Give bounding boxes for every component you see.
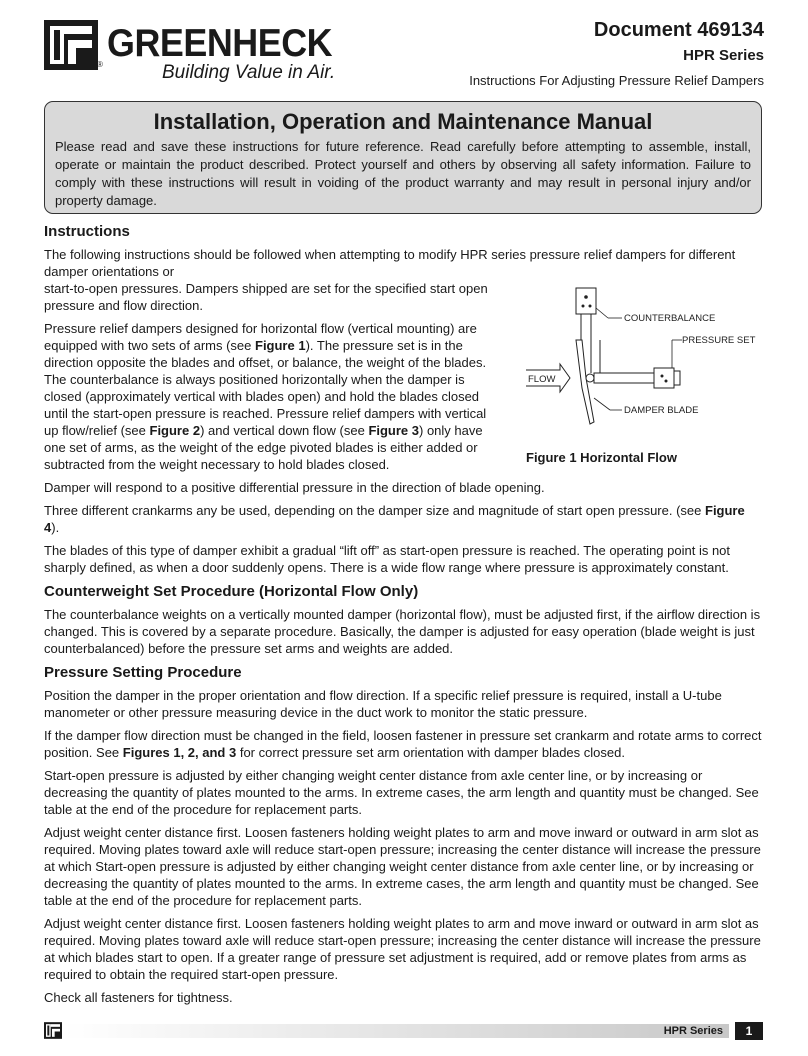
pressure-setting-paragraph-4: Adjust weight center distance first. Loosen fasteners holding weight plates to arm and move inward or outward in arm slot as required. Moving plates toward axle will reduce start-open pressure; increasing the center distance will increase the pressure at which Start-open pressure is adjusted by either changing weight center distance from axle center line, or by increasing or decreasing the quantity of plates mounted to the arms. In extreme cases, the arm length and quantity must be changed. See table at the end of the procedure for replacement parts.: [44, 825, 761, 908]
figure-3-ref: Figure 3: [368, 423, 420, 438]
label-pressure-set: PRESSURE SET: [682, 335, 756, 346]
instructions-paragraph-2: [44, 320, 504, 473]
pressure-setting-paragraph-3: Start-open pressure is adjusted by either changing weight center distance from axle center line, or by increasing or decreasing the quantity of plates mounted to the arms. In extreme cases, the arm length and quantity must be changed. See table at the end of the procedure for replacement parts.: [44, 768, 759, 817]
instructions-paragraph-5: The blades of this type of damper exhibit a gradual “lift off” as start-open pressure is reached. The operating point is not sharply defined, as when a door suddenly opens. There is a wide flow range where pressure is approximately constant.: [44, 543, 731, 575]
ps-p2-text-b: for correct pressure set arm orientation with damper blades closed.: [236, 745, 625, 760]
pressure-setting-paragraph-2: [44, 727, 763, 761]
footer-gradient-bar: [64, 1024, 729, 1038]
page-footer: [44, 1022, 763, 1040]
label-damper-blade: DAMPER BLADE: [624, 405, 699, 416]
instructions-paragraph-3: Damper will respond to a positive differential pressure in the direction of blade opening.: [44, 480, 545, 495]
registered-mark: ®: [97, 60, 103, 69]
manual-intro-box: [44, 101, 762, 214]
series-name: HPR Series: [683, 47, 764, 64]
figure-1-diagram: [482, 278, 762, 438]
document-number: Document 469134: [593, 19, 764, 41]
greenheck-logo: [44, 20, 336, 83]
pressure-setting-heading: Pressure Setting Procedure: [44, 664, 242, 681]
manual-intro-text: Please read and save these instructions for future reference. Read carefully before attempting to assemble, install, operate or maintain the product described. Protect yourself and others by observing all safety information. Failure to comply with these instructions will result in voiding of the product warranty and may result in personal injury and/or property damage.: [55, 139, 751, 208]
p4-text-b: ).: [51, 520, 60, 535]
figures-ref: Figures 1, 2, and 3: [122, 745, 237, 760]
figure-2-ref: Figure 2: [149, 423, 201, 438]
greenheck-mark-icon: [44, 20, 98, 70]
pressure-setting-paragraph-1: Position the damper in the proper orientation and flow direction. If a specific relief pressure is required, install a U-tube manometer or other pressure measuring device in the duct work to monitor the static pressure.: [44, 688, 722, 720]
instructions-heading: Instructions: [44, 223, 130, 240]
figure-1: [482, 278, 762, 468]
p4-text-a: Three different crankarms any be used, depending on the damper size and magnitude of start open pressure. (see: [44, 503, 705, 518]
greenheck-mark-small-icon: [44, 1022, 62, 1039]
instructions-paragraph-1-rest: start-to-open pressures. Dampers shipped are set for the specified start open pressure and flow direction.: [44, 281, 488, 313]
pressure-setting-paragraph-6: Check all fasteners for tightness.: [44, 990, 233, 1005]
ps-p2-text-a: If the damper flow direction must be changed in the field, loosen fastener in pressure set crankarm and rotate arms to correct position. See: [44, 728, 762, 760]
figure-4-ref: Figure 4: [44, 503, 745, 535]
instructions-paragraph-4: [44, 502, 763, 536]
p2-text-b: ). The pressure set is in the direction opposite the blades and offset, or balance, the weight of the blades. The counterbalance is always positioned horizontally when the damper is closed (approximately vertical with blades open) and hold the blades closed until the start-open pressure is reached. Pressure relief dampers with vertical up flow/relief (see: [44, 338, 487, 438]
page-number: 1: [735, 1022, 763, 1040]
figure-1-ref: Figure 1: [255, 338, 306, 353]
figure-1-caption: Figure 1 Horizontal Flow: [526, 450, 677, 465]
counterweight-heading: Counterweight Set Procedure (Horizontal Flow Only): [44, 583, 419, 600]
brand-name: GREENHECK: [107, 22, 333, 65]
tagline: Building Value in Air.: [162, 62, 336, 83]
counterweight-paragraph: The counterbalance weights on a vertically mounted damper (horizontal flow), must be adjusted first, if the airflow direction is changed. This is covered by a separate procedure. Basically, the damper is adjusted for easy operation (blade weight is just counterbalanced) before the pressure set arms and weights are added.: [44, 607, 761, 656]
pressure-setting-paragraph-5: Adjust weight center distance first. Loosen fasteners holding weight plates to arm and move inward or outward in arm slot as required. Moving plates toward axle will reduce start-open pressure; increasing the center distance will increase the pressure at which blades start to open. If a greater range of pressure set adjustment is required, add or remove plates from arms as required to obtain the required start-open pressure.: [44, 916, 761, 982]
label-counterbalance: COUNTERBALANCE: [624, 313, 716, 324]
instructions-paragraph-1-text: The following instructions should be followed when attempting to modify HPR series pressure relief dampers for different damper orientations or: [44, 247, 736, 279]
p2-text-a: Pressure relief dampers designed for horizontal flow (vertical mounting) are equipped with two sets of arms (see: [44, 321, 477, 353]
p2-text-d: ) only have one set of arms, as the weight of the edge pivoted blades is either added or subtracted from the weight necessary to hold blades closed.: [44, 423, 483, 472]
manual-title: Installation, Operation and Maintenance Manual: [153, 109, 653, 134]
p2-text-c: ) and vertical down flow (see: [200, 423, 369, 438]
label-flow: FLOW: [528, 374, 556, 385]
footer-series: HPR Series: [663, 1025, 723, 1037]
document-header: [469, 18, 764, 90]
document-subtitle: Instructions For Adjusting Pressure Relief Dampers: [469, 73, 764, 88]
